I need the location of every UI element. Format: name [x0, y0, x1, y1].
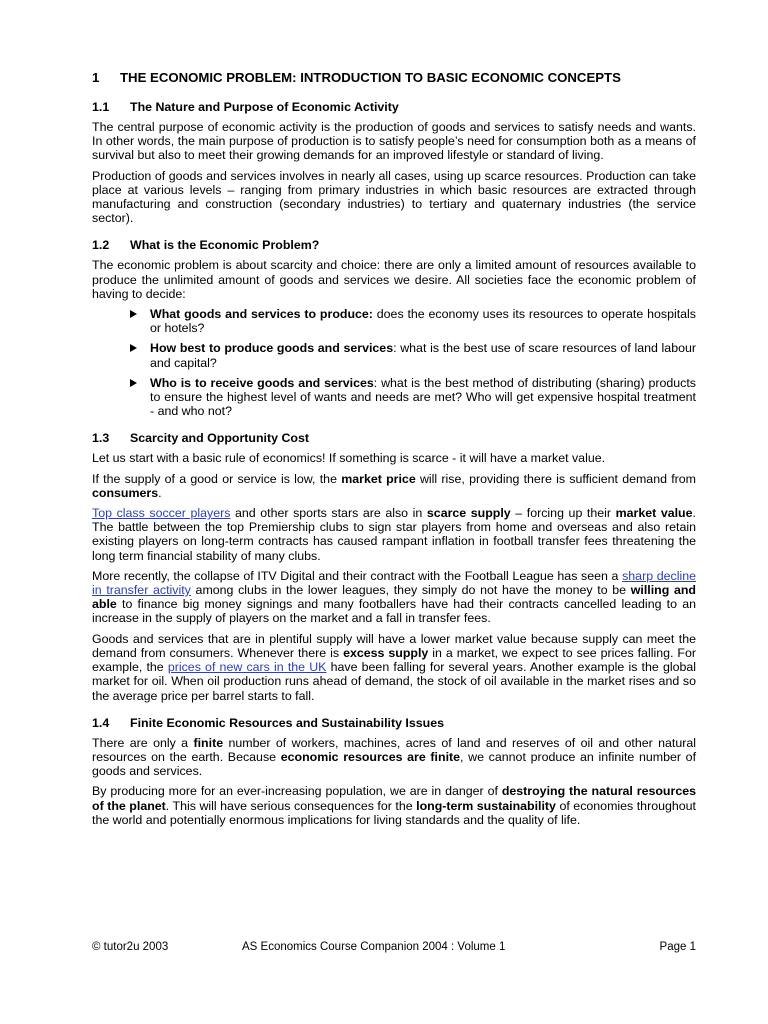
- text-run: to finance big money signings and many footballers have had their contracts cancelled leading to an increase in the supply of players on the market and a fall in transfer fees.: [92, 597, 696, 626]
- bullet-bold: Who is to receive goods and services: [150, 375, 374, 390]
- bold-text: destroying the natural resources of the planet: [92, 784, 696, 813]
- text-run: in a market, we expect to see prices falling. For example, the: [92, 645, 696, 675]
- text-run: By producing more for an ever-increasing population, we are in danger of: [92, 784, 502, 799]
- bold-text: finite: [193, 735, 224, 750]
- bold-text: economic resources are finite: [280, 749, 461, 764]
- page-footer: [92, 941, 696, 953]
- section-heading: [92, 238, 696, 252]
- triangle-bullet-icon: [130, 344, 137, 352]
- bold-text: willing and able: [92, 583, 696, 612]
- bold-text: consumers: [92, 485, 159, 500]
- paragraph: [92, 472, 696, 500]
- text-run: .: [158, 485, 162, 500]
- bold-text: scarce supply: [426, 506, 511, 521]
- text-run: . The battle between the top Premiership clubs to sign star players from home and overseas and also retain existing players on long-term contracts has caused rampant inflation in football transfer fees threatening the long term financial stability of many clubs.: [92, 506, 696, 563]
- title-text: THE ECONOMIC PROBLEM: INTRODUCTION TO BASIC ECONOMIC CONCEPTS: [120, 70, 621, 85]
- section-number: 1.2: [92, 238, 110, 253]
- paragraph: [92, 736, 696, 779]
- document-page: [92, 70, 696, 840]
- section-title: Finite Economic Resources and Sustainability Issues: [130, 715, 444, 730]
- paragraph: [92, 784, 696, 827]
- bullet-text: : what is the best use of scare resources of land labour and capital?: [150, 341, 696, 370]
- text-run: will rise, providing there is sufficient demand from: [415, 471, 697, 486]
- bold-text: market value: [615, 506, 693, 521]
- section-number: 1.3: [92, 431, 110, 446]
- list-item: [92, 376, 696, 419]
- section-heading: [92, 100, 696, 114]
- bullet-text: does the economy uses its resources to operate hospitals or hotels?: [150, 307, 696, 336]
- bullet-list: [92, 307, 696, 418]
- text-run: among clubs in the lower leagues, they simply do not have the money to be: [190, 583, 631, 598]
- section-title: Scarcity and Opportunity Cost: [130, 431, 309, 446]
- bullet-bold: How best to produce goods and services: [150, 341, 394, 356]
- section-heading: [92, 431, 696, 445]
- text-run: . This will have serious consequences for the: [165, 798, 417, 813]
- text-run: There are only a: [92, 735, 194, 750]
- link-soccer-players[interactable]: Top class soccer players: [92, 506, 231, 521]
- triangle-bullet-icon: [130, 310, 137, 318]
- triangle-bullet-icon: [130, 379, 137, 387]
- text-run: Goods and services that are in plentiful supply will have a lower market value because supply can meet the demand from consumers. Whenever there is: [92, 631, 696, 660]
- section-1-1: [92, 100, 696, 225]
- bullet-text: : what is the best method of distributing (sharing) products to ensure the highest level of wants and needs are met? Who will get expensive hospital treatment - and who not?: [150, 375, 696, 419]
- paragraph: [92, 569, 696, 626]
- text-run: If the supply of a good or service is low, the: [92, 471, 342, 486]
- text-run: , we cannot produce an infinite number of goods and services.: [92, 749, 697, 779]
- link-transfer-activity[interactable]: sharp decline in transfer activity: [92, 568, 696, 598]
- section-title: The Nature and Purpose of Economic Activity: [130, 100, 399, 114]
- section-title: What is the Economic Problem?: [130, 238, 320, 253]
- section-number: 1.4: [92, 715, 110, 730]
- title-number: 1: [92, 70, 100, 85]
- text-run: and other sports stars are also in: [230, 506, 427, 521]
- footer-course-title: AS Economics Course Companion 2004 : Volume 1: [242, 941, 506, 953]
- list-item: [92, 307, 696, 335]
- paragraph: The central purpose of economic activity is the production of goods and services to satisfy needs and wants. In other words, the main purpose of production is to satisfy people’s need for consumption both as a means of survival but also to meet their growing demands for an improved lifestyle or standard of living.: [92, 120, 696, 163]
- bold-text: excess supply: [343, 645, 429, 660]
- bold-text: market price: [341, 471, 416, 486]
- bullet-bold: What goods and services to produce:: [150, 307, 373, 322]
- footer-copyright: © tutor2u 2003: [92, 941, 169, 953]
- paragraph: The economic problem is about scarcity and choice: there are only a limited amount of resources available to produce the unlimited amount of goods and services we desire. All societies face the economic problem of having to decide:: [92, 258, 696, 301]
- text-run: of economies throughout the world and potentially enormous implications for living standards and the quality of life.: [92, 798, 696, 827]
- text-run: have been falling for several years. Another example is the global market for oil. When oil production runs ahead of demand, the stock of oil available in the market rises and so the average price per barrel starts to fall.: [92, 660, 697, 703]
- footer-page-number: Page 1: [659, 941, 696, 953]
- section-1-2: [92, 238, 696, 418]
- paragraph: Production of goods and services involves in nearly all cases, using up scarce resources. Production can take place at various levels – ranging from primary industries in which basic resources are extracted through manufacturing and construction (secondary industries) to tertiary and quaternary industries (the service sector).: [92, 168, 696, 226]
- bold-text: long-term sustainability: [416, 798, 556, 813]
- section-number: 1.1: [92, 100, 110, 114]
- section-1-4: [92, 716, 696, 827]
- section-heading: [92, 716, 696, 730]
- link-car-prices[interactable]: prices of new cars in the UK: [167, 660, 327, 675]
- section-1-3: [92, 431, 696, 702]
- list-item: [92, 341, 696, 369]
- text-run: More recently, the collapse of ITV Digital and their contract with the Football League has seen a: [92, 568, 623, 583]
- paragraph: Let us start with a basic rule of economics! If something is scarce - it will have a market value.: [92, 451, 606, 466]
- text-run: – forcing up their: [510, 506, 616, 521]
- document-title: [92, 70, 696, 85]
- text-run: number of workers, machines, acres of land and reserves of oil and other natural resources on the earth. Because: [92, 735, 697, 764]
- paragraph: [92, 632, 696, 703]
- paragraph: [92, 506, 696, 563]
